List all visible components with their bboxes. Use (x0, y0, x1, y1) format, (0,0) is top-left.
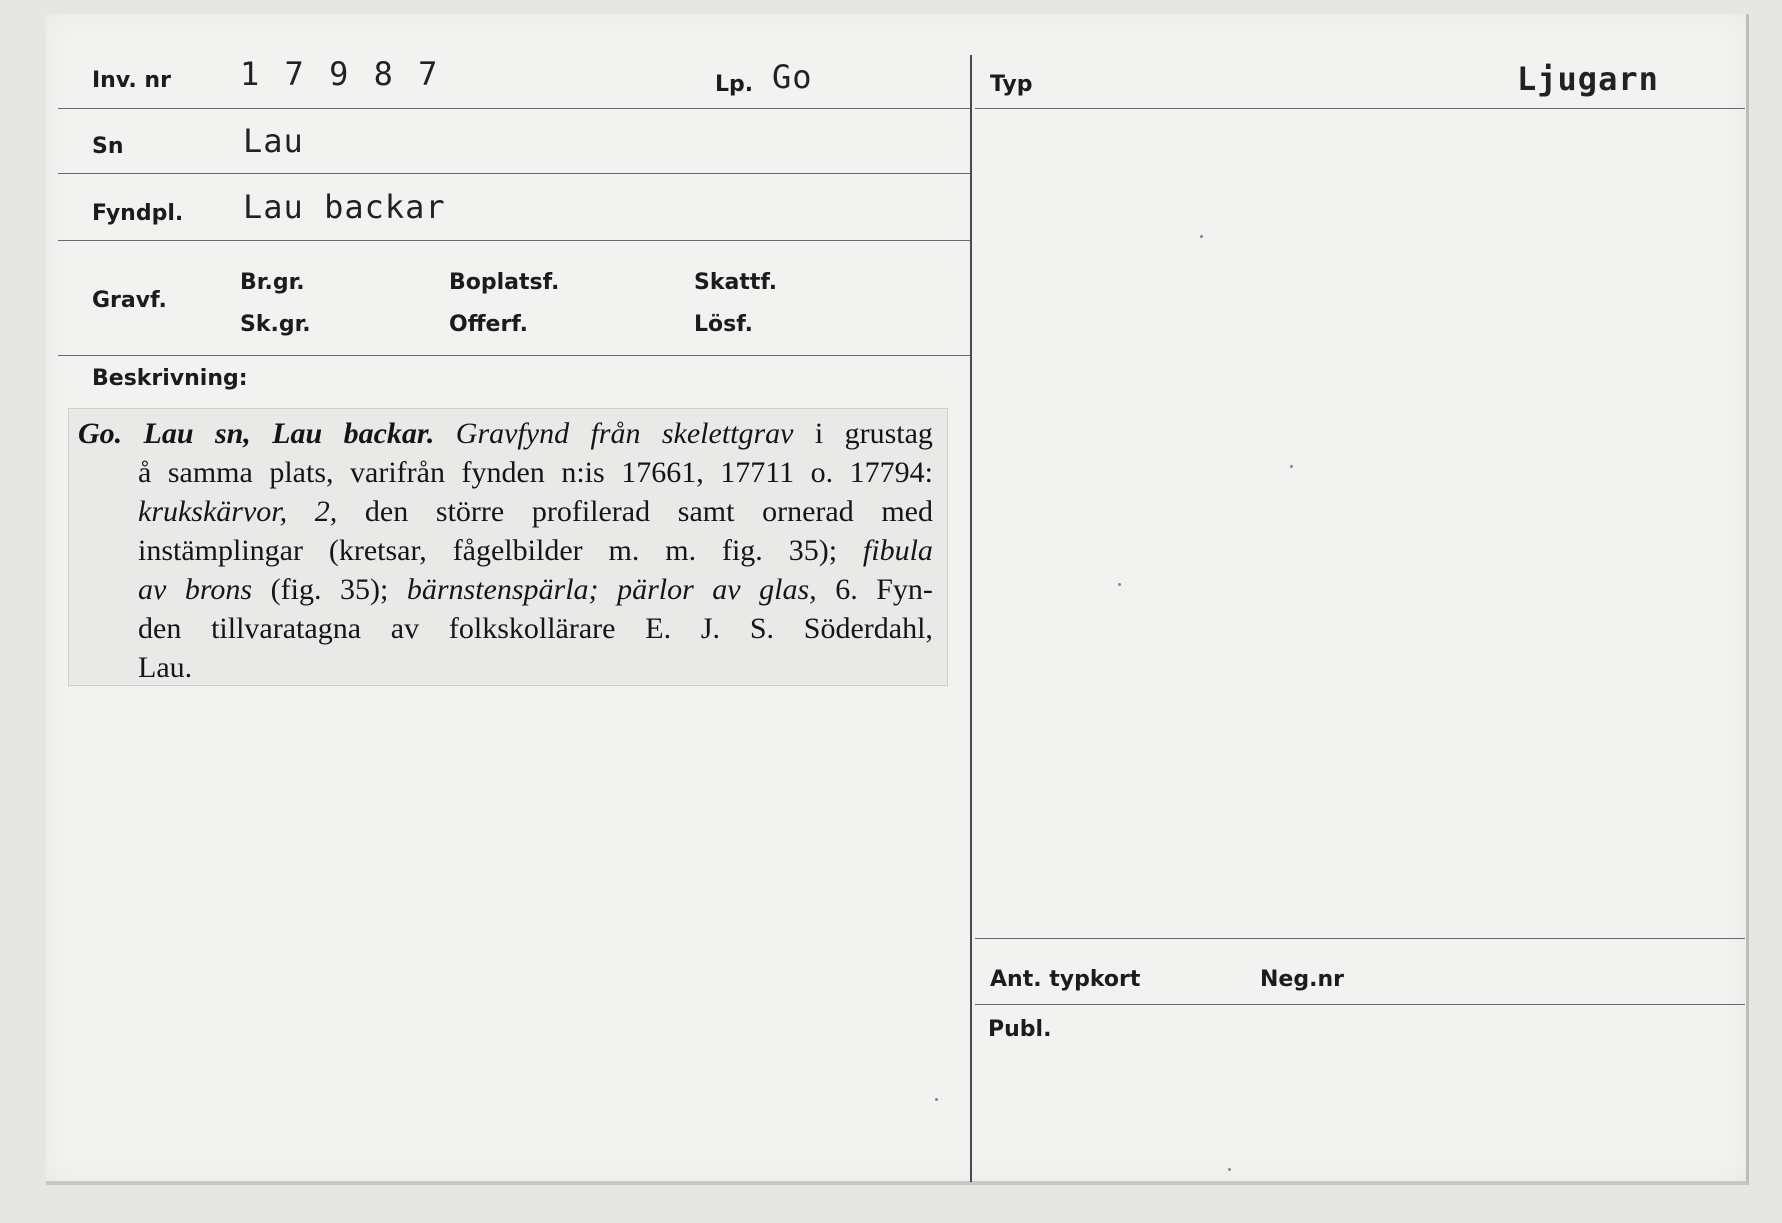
description-word: profilerad (531, 495, 651, 528)
ant-typkort-label: Ant. typkort (990, 967, 1141, 992)
description-word: Fyn- (876, 573, 933, 606)
description-word: fibula (862, 534, 933, 567)
description-word: fågelbilder (452, 534, 583, 567)
speck (1228, 1168, 1231, 1171)
lp-value: Go (772, 58, 813, 96)
description-word: m. (608, 534, 640, 567)
description-word: av (138, 573, 167, 606)
description-word: Lau (272, 417, 323, 450)
description-word: 17794: (849, 456, 933, 489)
description-word: plats, (269, 456, 334, 489)
description-word: i (814, 417, 824, 450)
description-word: med (881, 495, 933, 528)
divider-fyndpl (58, 240, 970, 241)
divider-header-right (975, 108, 1745, 109)
divider-sn (58, 173, 970, 174)
description-word: Lau (143, 417, 194, 450)
speck (1290, 465, 1293, 468)
speck (1118, 583, 1121, 586)
inv-nr-value: 1 7 9 8 7 (240, 55, 441, 93)
description-line (78, 531, 933, 570)
description-word: större (435, 495, 505, 528)
divider-footer-bottom (975, 1004, 1745, 1005)
description-word: J. (700, 612, 721, 645)
description-word: grustag (844, 417, 933, 450)
description-word: Lau. (138, 651, 193, 684)
beskrivning-label: Beskrivning: (92, 366, 248, 391)
gravf-label: Gravf. (92, 288, 167, 313)
description-word: från (590, 417, 641, 450)
lp-label: Lp. (715, 72, 754, 97)
divider-footer-top (975, 938, 1745, 939)
description-word: 35); (340, 573, 389, 606)
description-word: (fig. (270, 573, 322, 606)
skattf-label: Skattf. (694, 270, 778, 295)
description-word: Söderdahl, (803, 612, 933, 645)
description-word: ornerad (762, 495, 854, 528)
description-word: den (364, 495, 409, 528)
fyndpl-value: Lau backar (243, 188, 446, 226)
description-word: skelettgrav (661, 417, 794, 450)
description-word: backar. (343, 417, 435, 450)
fyndpl-label: Fyndpl. (92, 201, 184, 226)
description-word: 2, (314, 495, 338, 528)
description-word: 17711 (720, 456, 795, 489)
description-word: av (390, 612, 420, 645)
description-word: pärlor (617, 573, 694, 606)
description-word: å (138, 456, 152, 489)
description-line (78, 492, 933, 531)
description-word: 17661, (621, 456, 704, 489)
description-word: glas, (759, 573, 817, 606)
skgr-label: Sk.gr. (240, 312, 311, 337)
description-word: av (712, 573, 741, 606)
description-word: fynden (461, 456, 545, 489)
description-word: bärnstenspärla; (406, 573, 599, 606)
boplatsf-label: Boplatsf. (449, 270, 560, 295)
description-word: samt (677, 495, 735, 528)
description-line (78, 453, 933, 492)
speck (1200, 235, 1203, 238)
sn-label: Sn (92, 134, 124, 159)
description-line (78, 609, 933, 648)
description-word: instämplingar (138, 534, 303, 567)
description-word: n:is (561, 456, 605, 489)
publ-label: Publ. (988, 1017, 1052, 1042)
typ-label: Typ (990, 72, 1033, 97)
description-word: 35); (788, 534, 838, 567)
offerf-label: Offerf. (449, 312, 529, 337)
description-word: fig. (721, 534, 763, 567)
description-word: Go. (78, 417, 123, 450)
description-word: m. (665, 534, 697, 567)
description-line (78, 570, 933, 609)
description-word: E. (645, 612, 672, 645)
sn-value: Lau (243, 122, 304, 160)
description-word: krukskärvor, (138, 495, 288, 528)
description-word: tillvaratagna (211, 612, 362, 645)
divider-header-left (58, 108, 970, 109)
description-word: den (138, 612, 182, 645)
description-word: Gravfynd (455, 417, 570, 450)
description-word: sn, (214, 417, 251, 450)
description-word: samma (167, 456, 253, 489)
description-text (78, 414, 933, 687)
brgr-label: Br.gr. (240, 270, 305, 295)
description-line (78, 648, 933, 687)
description-word: brons (184, 573, 253, 606)
description-word: varifrån (350, 456, 445, 489)
description-word: (kretsar, (328, 534, 427, 567)
description-line (78, 414, 933, 453)
column-divider (970, 55, 972, 1182)
speck (935, 1098, 938, 1101)
divider-gravf (58, 355, 970, 356)
description-word: 6. (835, 573, 858, 606)
typ-value: Ljugarn (1517, 60, 1659, 98)
description-word: o. (810, 456, 834, 489)
neg-nr-label: Neg.nr (1260, 967, 1344, 992)
description-word: S. (749, 612, 774, 645)
description-word: folkskollärare (448, 612, 616, 645)
losf-label: Lösf. (694, 312, 753, 337)
inv-nr-label: Inv. nr (92, 68, 171, 93)
